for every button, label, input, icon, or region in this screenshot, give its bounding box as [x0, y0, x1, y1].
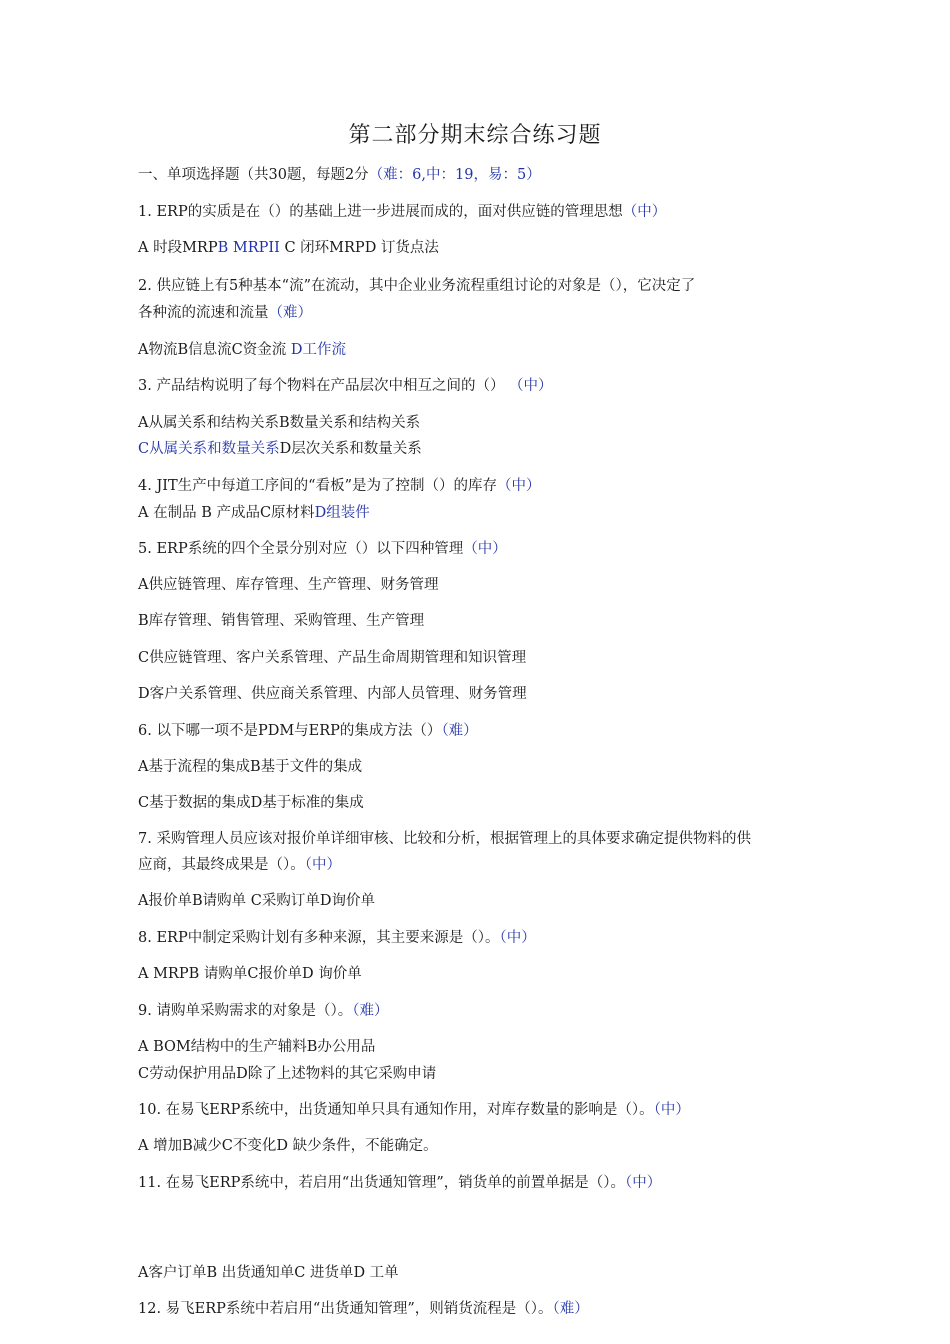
option-d-answer: D工作流 — [290, 342, 346, 358]
options-1 — [138, 238, 439, 258]
difficulty-tag: （中） — [504, 378, 553, 394]
option-5a: A供应链管理、库存管理、生产管理、财务管理 — [138, 577, 439, 593]
option-abc: A物流B信息流C资金流 — [138, 342, 291, 358]
difficulty-tag: （中） — [499, 930, 536, 946]
question-text: 6. 以下哪一项不是PDM与ERP的集成方法（） — [138, 723, 442, 739]
options-11: A客户订单B 出货通知单C 进货单D 工单 — [138, 1265, 399, 1281]
question-1 — [138, 202, 666, 222]
difficulty-distribution: （难：6,中：19，易：5） — [368, 167, 541, 183]
difficulty-tag: （难） — [352, 1003, 389, 1019]
difficulty-tag: （中） — [622, 204, 667, 220]
option-5b: B库存管理、销售管理、采购管理、生产管理 — [138, 613, 425, 629]
question-10 — [138, 1100, 690, 1120]
difficulty-tag: （难） — [552, 1301, 589, 1317]
question-12 — [138, 1299, 589, 1319]
options-6-cd: C基于数据的集成D基于标准的集成 — [138, 795, 364, 811]
question-text: 9. 请购单采购需求的对象是（）。 — [138, 1003, 353, 1019]
options-9-cd: C劳动保护用品D除了上述物料的其它采购申请 — [138, 1066, 437, 1082]
difficulty-tag: （难） — [268, 305, 312, 321]
options-9-ab: A BOM结构中的生产辅料B办公用品 — [138, 1039, 376, 1055]
section-heading-text: 一、单项选择题（共30题，每题2分 — [138, 167, 369, 183]
question-7-line2 — [138, 855, 341, 875]
difficulty-tag: （中） — [625, 1175, 662, 1191]
question-text: 5. ERP系统的四个全景分别对应（）以下四种管理 — [138, 541, 464, 557]
question-text: 1. ERP的实质是在（）的基础上进一步进展而成的，面对供应链的管理思想 — [138, 204, 623, 220]
page-title: 第二部分期末综合练习题 — [348, 123, 602, 148]
option-b-answer: B MRPII — [217, 240, 280, 256]
question-9 — [138, 1001, 388, 1021]
options-2 — [138, 340, 346, 360]
option-d: D层次关系和数量关系 — [279, 441, 422, 457]
options-3-ab: A从属关系和结构关系B数量关系和结构关系 — [138, 415, 421, 431]
option-d-answer: D组装件 — [314, 505, 370, 521]
question-5 — [138, 539, 507, 559]
options-6-ab: A基于流程的集成B基于文件的集成 — [138, 759, 363, 775]
option-5c: C供应链管理、客户关系管理、产品生命周期管理和知识管理 — [138, 650, 527, 666]
question-text: 11. 在易飞ERP系统中，若启用“出货通知管理”，销货单的前置单据是（）。 — [138, 1175, 626, 1191]
question-text: 10. 在易飞ERP系统中，出货通知单只具有通知作用，对库存数量的影响是（）。 — [138, 1102, 654, 1118]
options-3-cd — [138, 439, 422, 459]
options-4 — [138, 503, 370, 523]
option-cd: C 闭环MRPD 订货点法 — [279, 240, 439, 256]
question-8 — [138, 928, 536, 948]
question-text: 3. 产品结构说明了每个物料在产品层次中相互之间的（） — [138, 378, 505, 394]
difficulty-tag: （中） — [463, 541, 507, 557]
question-2-line2 — [138, 303, 312, 323]
question-3 — [138, 376, 553, 396]
difficulty-tag: （中） — [653, 1102, 690, 1118]
options-8: A MRPB 请购单C报价单D 询价单 — [138, 966, 362, 982]
difficulty-tag: （中） — [304, 857, 341, 873]
option-abc: A 在制品 B 产成品C原材料 — [138, 505, 315, 521]
question-text: 12. 易飞ERP系统中若启用“出货通知管理”，则销货流程是（）。 — [138, 1301, 553, 1317]
options-10: A 增加B减少C不变化D 缺少条件，不能确定。 — [138, 1138, 438, 1154]
difficulty-tag: （中） — [496, 478, 541, 494]
question-text: 8. ERP中制定采购计划有多种来源，其主要来源是（）。 — [138, 930, 500, 946]
question-11 — [138, 1173, 661, 1193]
question-text: 应商，其最终成果是（）。 — [138, 857, 305, 873]
section-heading — [138, 165, 541, 185]
question-text: 各种流的流速和流量 — [138, 305, 269, 321]
option-5d: D客户关系管理、供应商关系管理、内部人员管理、财务管理 — [138, 686, 527, 702]
question-4 — [138, 476, 540, 496]
option-c-answer: C从属关系和数量关系 — [138, 441, 280, 457]
question-text: 4. JIT生产中每道工序间的“看板”是为了控制（）的库存 — [138, 478, 497, 494]
question-6 — [138, 721, 478, 741]
question-2-line1: 2. 供应链上有5种基本“流”在流动，其中企业业务流程重组讨论的对象是（），它决定了 — [138, 278, 696, 294]
difficulty-tag: （难） — [441, 723, 478, 739]
question-7-line1: 7. 采购管理人员应该对报价单详细审核、比较和分析，根据管理上的具体要求确定提供物料的供 — [138, 831, 751, 847]
options-7: A报价单B请购单 C采购订单D询价单 — [138, 893, 375, 909]
option-a: A 时段MRP — [138, 240, 218, 256]
